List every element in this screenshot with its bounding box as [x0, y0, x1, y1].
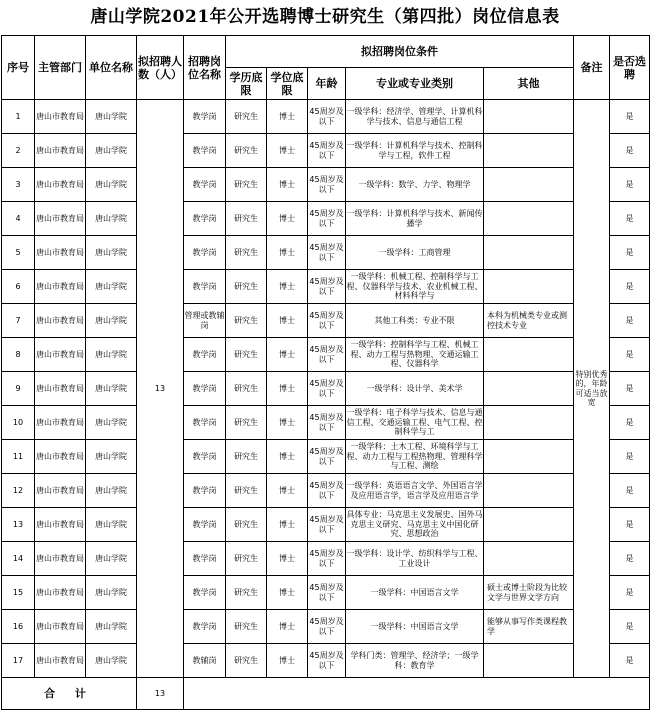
cell-choose: 是: [610, 644, 650, 678]
header-other: 其他: [484, 68, 574, 100]
cell-unit: 唐山学院: [86, 576, 137, 610]
cell-edu: 研究生: [226, 474, 267, 508]
cell-age: 45周岁及以下: [308, 134, 346, 168]
cell-dept: 唐山市教育局: [35, 202, 86, 236]
cell-major: 一级学科：计算机科学与技术、控制科学与工程，软件工程: [346, 134, 484, 168]
cell-edu: 研究生: [226, 644, 267, 678]
cell-major: 一级学科：计算机科学与技术、新闻传播学: [346, 202, 484, 236]
cell-major: 一级学科：设计学、美术学: [346, 372, 484, 406]
cell-choose: 是: [610, 270, 650, 304]
cell-degree: 博士: [267, 270, 308, 304]
table-body: [2, 100, 650, 710]
cell-other: 本科为机械类专业或测控技术专业: [484, 304, 574, 338]
cell-other: [484, 338, 574, 372]
cell-choose: 是: [610, 542, 650, 576]
cell-degree: 博士: [267, 610, 308, 644]
cell-degree: 博士: [267, 168, 308, 202]
table-row: [2, 440, 650, 474]
table-row: [2, 372, 650, 406]
cell-seq: 1: [2, 100, 35, 134]
cell-age: 45周岁及以下: [308, 270, 346, 304]
cell-age: 45周岁及以下: [308, 372, 346, 406]
cell-seq: 3: [2, 168, 35, 202]
cell-seq: 6: [2, 270, 35, 304]
cell-dept: 唐山市教育局: [35, 236, 86, 270]
table-row: [2, 270, 650, 304]
cell-post: 教学岗: [184, 372, 226, 406]
cell-post: 教学岗: [184, 236, 226, 270]
cell-other: [484, 270, 574, 304]
cell-post: 教学岗: [184, 202, 226, 236]
cell-total-count: 13: [137, 100, 184, 678]
header-row-1: [2, 36, 650, 68]
cell-major: 一级学科：英语语言文学、外国语言学及应用语言学，语言学及应用语言学: [346, 474, 484, 508]
cell-unit: 唐山学院: [86, 372, 137, 406]
header-post: 招聘岗位名称: [184, 36, 226, 100]
table-row: [2, 542, 650, 576]
cell-major: 一级学科：经济学、管理学、计算机科学与技术、信息与通信工程: [346, 100, 484, 134]
cell-choose: 是: [610, 304, 650, 338]
cell-degree: 博士: [267, 100, 308, 134]
page-title: 唐山学院2021年公开选聘博士研究生（第四批）岗位信息表: [90, 7, 560, 27]
cell-other: [484, 168, 574, 202]
cell-other: [484, 508, 574, 542]
cell-edu: 研究生: [226, 100, 267, 134]
cell-edu: 研究生: [226, 440, 267, 474]
cell-edu: 研究生: [226, 168, 267, 202]
total-row: [2, 678, 650, 710]
cell-seq: 10: [2, 406, 35, 440]
cell-edu: 研究生: [226, 270, 267, 304]
cell-other: [484, 542, 574, 576]
header-count: 拟招聘人数（人）: [137, 36, 184, 100]
cell-edu: 研究生: [226, 542, 267, 576]
cell-edu: 研究生: [226, 406, 267, 440]
cell-unit: 唐山学院: [86, 440, 137, 474]
cell-age: 45周岁及以下: [308, 304, 346, 338]
cell-major: 一级学科：控制科学与工程、机械工程、动力工程与热物理、交通运输工程、仪器科学: [346, 338, 484, 372]
cell-major: 其他工科类：专业不限: [346, 304, 484, 338]
cell-unit: 唐山学院: [86, 304, 137, 338]
cell-post: 教辅岗: [184, 644, 226, 678]
header-dept: 主管部门: [35, 36, 86, 100]
cell-post: 教学岗: [184, 100, 226, 134]
cell-seq: 16: [2, 610, 35, 644]
cell-unit: 唐山学院: [86, 270, 137, 304]
cell-other: 能够从事写作类课程教学: [484, 610, 574, 644]
cell-unit: 唐山学院: [86, 134, 137, 168]
cell-choose: 是: [610, 236, 650, 270]
cell-major: 一级学科：设计学、纺织科学与工程、工业设计: [346, 542, 484, 576]
cell-unit: 唐山学院: [86, 202, 137, 236]
cell-remark: 特别优秀的，年龄可适当放宽: [574, 100, 610, 678]
cell-dept: 唐山市教育局: [35, 304, 86, 338]
table-row: [2, 474, 650, 508]
cell-unit: 唐山学院: [86, 338, 137, 372]
total-count: 13: [137, 678, 184, 710]
cell-other: [484, 406, 574, 440]
cell-unit: 唐山学院: [86, 644, 137, 678]
cell-major: 一级学科：工商管理: [346, 236, 484, 270]
cell-dept: 唐山市教育局: [35, 508, 86, 542]
cell-post: 教学岗: [184, 474, 226, 508]
cell-degree: 博士: [267, 440, 308, 474]
cell-seq: 8: [2, 338, 35, 372]
cell-choose: 是: [610, 474, 650, 508]
cell-dept: 唐山市教育局: [35, 134, 86, 168]
cell-degree: 博士: [267, 576, 308, 610]
cell-seq: 15: [2, 576, 35, 610]
table-row: [2, 508, 650, 542]
table-row: [2, 576, 650, 610]
cell-other: [484, 134, 574, 168]
cell-other: [484, 440, 574, 474]
cell-choose: 是: [610, 338, 650, 372]
table-row: [2, 202, 650, 236]
cell-degree: 博士: [267, 304, 308, 338]
header-remark: 备注: [574, 36, 610, 100]
cell-degree: 博士: [267, 134, 308, 168]
table-row: [2, 644, 650, 678]
cell-seq: 13: [2, 508, 35, 542]
cell-choose: 是: [610, 508, 650, 542]
cell-post: 教学岗: [184, 508, 226, 542]
cell-other: [484, 644, 574, 678]
cell-degree: 博士: [267, 474, 308, 508]
cell-other: 硕士或博士阶段为比较文学与世界文学方向: [484, 576, 574, 610]
cell-other: [484, 202, 574, 236]
cell-post: 教学岗: [184, 440, 226, 474]
cell-choose: 是: [610, 406, 650, 440]
cell-dept: 唐山市教育局: [35, 440, 86, 474]
cell-edu: 研究生: [226, 576, 267, 610]
cell-seq: 5: [2, 236, 35, 270]
header-degree: 学位底限: [267, 68, 308, 100]
table-row: [2, 610, 650, 644]
cell-dept: 唐山市教育局: [35, 100, 86, 134]
cell-choose: 是: [610, 576, 650, 610]
cell-unit: 唐山学院: [86, 100, 137, 134]
cell-dept: 唐山市教育局: [35, 542, 86, 576]
cell-dept: 唐山市教育局: [35, 644, 86, 678]
cell-choose: 是: [610, 610, 650, 644]
cell-edu: 研究生: [226, 610, 267, 644]
cell-degree: 博士: [267, 202, 308, 236]
cell-dept: 唐山市教育局: [35, 610, 86, 644]
header-age: 年龄: [308, 68, 346, 100]
cell-unit: 唐山学院: [86, 406, 137, 440]
cell-degree: 博士: [267, 508, 308, 542]
cell-dept: 唐山市教育局: [35, 338, 86, 372]
cell-post: 教学岗: [184, 542, 226, 576]
cell-post: 教学岗: [184, 168, 226, 202]
cell-dept: 唐山市教育局: [35, 270, 86, 304]
cell-major: 学科门类：管理学、经济学；一级学科：教育学: [346, 644, 484, 678]
cell-age: 45周岁及以下: [308, 508, 346, 542]
cell-edu: 研究生: [226, 372, 267, 406]
cell-age: 45周岁及以下: [308, 576, 346, 610]
cell-seq: 17: [2, 644, 35, 678]
header-conditions: 拟招聘岗位条件: [226, 36, 574, 68]
cell-seq: 4: [2, 202, 35, 236]
cell-age: 45周岁及以下: [308, 338, 346, 372]
cell-degree: 博士: [267, 236, 308, 270]
cell-other: [484, 100, 574, 134]
cell-major: 一级学科：中国语言文学: [346, 576, 484, 610]
cell-degree: 博士: [267, 644, 308, 678]
cell-unit: 唐山学院: [86, 508, 137, 542]
header-edu: 学历底限: [226, 68, 267, 100]
cell-post: 教学岗: [184, 576, 226, 610]
cell-age: 45周岁及以下: [308, 644, 346, 678]
cell-edu: 研究生: [226, 134, 267, 168]
cell-age: 45周岁及以下: [308, 168, 346, 202]
table-row: [2, 168, 650, 202]
cell-degree: 博士: [267, 406, 308, 440]
cell-post: 教学岗: [184, 338, 226, 372]
cell-choose: 是: [610, 202, 650, 236]
cell-major: 一级学科：机械工程、控制科学与工程、仪器科学与技术、农业机械工程、材料科学与: [346, 270, 484, 304]
cell-age: 45周岁及以下: [308, 100, 346, 134]
table-row: [2, 304, 650, 338]
table-row: [2, 236, 650, 270]
cell-degree: 博士: [267, 338, 308, 372]
cell-dept: 唐山市教育局: [35, 576, 86, 610]
cell-seq: 9: [2, 372, 35, 406]
header-unit: 单位名称: [86, 36, 137, 100]
cell-major: 一级学科：电子科学与技术、信息与通信工程、交通运输工程、电气工程、控制科学与工: [346, 406, 484, 440]
cell-post: 教学岗: [184, 406, 226, 440]
cell-edu: 研究生: [226, 338, 267, 372]
cell-edu: 研究生: [226, 236, 267, 270]
total-empty: [184, 678, 650, 710]
cell-choose: 是: [610, 100, 650, 134]
cell-major: 具体专业：马克思主义发展史、国外马克思主义研究、马克思主义中国化研究、思想政治: [346, 508, 484, 542]
table-row: [2, 338, 650, 372]
cell-degree: 博士: [267, 372, 308, 406]
cell-major: 一级学科：土木工程、环境科学与工程、动力工程与工程热物理、管理科学与工程、测绘: [346, 440, 484, 474]
cell-dept: 唐山市教育局: [35, 372, 86, 406]
cell-unit: 唐山学院: [86, 236, 137, 270]
cell-unit: 唐山学院: [86, 474, 137, 508]
cell-dept: 唐山市教育局: [35, 406, 86, 440]
cell-seq: 12: [2, 474, 35, 508]
cell-degree: 博士: [267, 542, 308, 576]
cell-dept: 唐山市教育局: [35, 474, 86, 508]
cell-post: 教学岗: [184, 270, 226, 304]
cell-age: 45周岁及以下: [308, 406, 346, 440]
cell-edu: 研究生: [226, 304, 267, 338]
cell-seq: 11: [2, 440, 35, 474]
header-major: 专业或专业类别: [346, 68, 484, 100]
cell-edu: 研究生: [226, 508, 267, 542]
cell-choose: 是: [610, 440, 650, 474]
cell-edu: 研究生: [226, 202, 267, 236]
cell-age: 45周岁及以下: [308, 202, 346, 236]
cell-age: 45周岁及以下: [308, 474, 346, 508]
cell-other: [484, 236, 574, 270]
cell-age: 45周岁及以下: [308, 542, 346, 576]
cell-other: [484, 474, 574, 508]
cell-post: 管理或教辅岗: [184, 304, 226, 338]
cell-unit: 唐山学院: [86, 168, 137, 202]
cell-seq: 7: [2, 304, 35, 338]
header-choose: 是否选聘: [610, 36, 650, 100]
cell-choose: 是: [610, 372, 650, 406]
cell-unit: 唐山学院: [86, 542, 137, 576]
cell-major: 一级学科：中国语言文学: [346, 610, 484, 644]
positions-table: [1, 35, 650, 710]
cell-major: 一级学科：数学、力学、物理学: [346, 168, 484, 202]
cell-dept: 唐山市教育局: [35, 168, 86, 202]
cell-choose: 是: [610, 168, 650, 202]
cell-seq: 2: [2, 134, 35, 168]
cell-seq: 14: [2, 542, 35, 576]
cell-age: 45周岁及以下: [308, 236, 346, 270]
header-seq: 序号: [2, 36, 35, 100]
table-row: [2, 100, 650, 134]
table-row: [2, 134, 650, 168]
total-label: 合 计: [2, 678, 137, 710]
cell-age: 45周岁及以下: [308, 610, 346, 644]
cell-choose: 是: [610, 134, 650, 168]
cell-unit: 唐山学院: [86, 610, 137, 644]
cell-other: [484, 372, 574, 406]
table-row: [2, 406, 650, 440]
cell-post: 教学岗: [184, 610, 226, 644]
cell-age: 45周岁及以下: [308, 440, 346, 474]
cell-post: 教学岗: [184, 134, 226, 168]
